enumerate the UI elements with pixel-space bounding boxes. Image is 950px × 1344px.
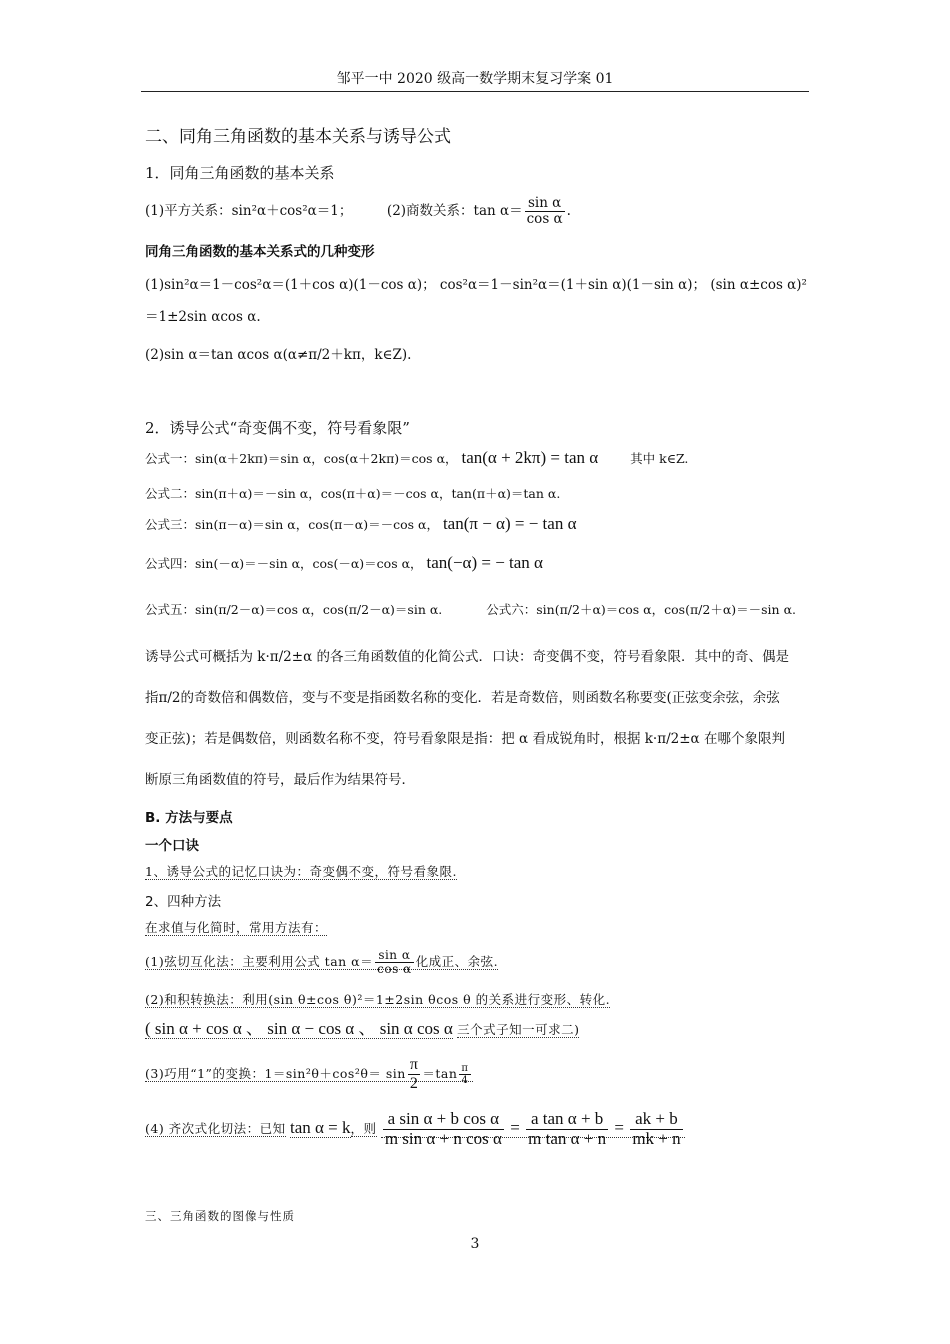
section-title: 二、同角三角函数的基本关系与诱导公式 (145, 127, 451, 147)
methods-title: B. 方法与要点 (145, 810, 233, 826)
formula-3: 公式三：sin(π－α)＝sin α，cos(π－α)＝－cos α， tan(π − α) = − tan α (145, 514, 577, 533)
formula-4-tan: tan(−α) = − tan α (426, 553, 543, 572)
formula-5-6 (145, 600, 796, 618)
variant-1b: ＝1±2sin αcos α. (145, 309, 261, 325)
variants-title: 同角三角函数的基本关系式的几种变形 (145, 244, 375, 260)
method-1-text: (1)弦切互化法：主要利用公式 tan α＝ $\frac{\text{sin α}}{\text{cos α}}$ 化成正、余弦. (145, 948, 499, 977)
subsection-1-title: 1．同角三角函数的基本关系 (145, 164, 335, 182)
page-number: 3 (470, 1236, 480, 1252)
formula-2: 公式二：sin(π＋α)＝－sin α，cos(π＋α)＝－cos α，tan(π＋α)＝tan α. (145, 486, 561, 501)
variant-1a: (1)sin²α＝1－cos²α＝(1＋cos α)(1－cos α)； cos²α＝1－sin²α＝(1＋sin α)(1－sin α)； (sin α±cos α)² (145, 277, 807, 293)
method-2-formula: ( sin α + cos α 、 sin α − cos α 、 sin α cos α 三个式子知一可求二) (145, 1019, 580, 1038)
formula-3-tan: tan(π − α) = − tan α (442, 514, 577, 533)
formula-5: 公式五：sin(π/2－α)＝cos α，cos(π/2－α)＝sin α. (145, 602, 443, 617)
formula-1-tan: tan(α + 2kπ) = tan α (461, 448, 599, 467)
methods-intro: 在求值与化简时，常用方法有： (145, 920, 328, 935)
quotient-relation-prefix: (2)商数关系：tan α＝ (386, 202, 523, 219)
four-methods-title: 2、四种方法 (145, 894, 222, 910)
method-1-fraction: $\frac{\text{sin α}}{\text{cos α}}$ (377, 948, 412, 977)
mnemonic-title: 一个口诀 (145, 838, 199, 854)
next-section-title: 三、三角函数的图像与性质 (145, 1209, 295, 1223)
method-2: (2)和积转换法：利用(sin θ±cos θ)²＝1±2sin θcos θ 的关系进行变形、转化. (145, 992, 611, 1007)
quotient-fraction: $\frac{\text{sin α}}{\text{cos α}}$ (526, 195, 563, 227)
method-4-condition: tan α = k (289, 1117, 351, 1137)
formula-4: 公式四：sin(－α)＝－sin α，cos(－α)＝cos α， tan(−α) = − tan α (145, 553, 543, 572)
variant-2: (2)sin α＝tan αcos α(α≠π/2＋kπ，k∈Z). (145, 347, 412, 363)
relation-line: (1)平方关系：sin²α＋cos²α＝1； (2)商数关系：tan α＝ $\frac{\text{sin α}}{\text{cos α}}$ . (145, 195, 571, 227)
method-4-chain: $\frac{\text{a sin α + b cos α}}{\text{m sin α + n cos α}}$ = $\frac{\text{a tan α + b}}{\text{m tan α + n}}$ = $\frac{ak + b}{mk + n}$ (381, 1121, 685, 1138)
pythagorean-relation: (1)平方关系：sin²α＋cos²α＝1； (145, 202, 353, 219)
method-1 (145, 949, 498, 976)
page-header: 邹平一中 2020 级高一数学期末复习学案 01 (141, 68, 809, 92)
mnemonic-line: 1、诱导公式的记忆口诀为：奇变偶不变，符号看象限. (145, 864, 457, 879)
formula-6: 公式六：sin(π/2＋α)＝cos α，cos(π/2＋α)＝－sin α. (486, 602, 796, 617)
subsection-2-title: 2．诱导公式“奇变偶不变，符号看象限” (145, 419, 410, 437)
induction-explanation: 诱导公式可概括为 k·π/2±α 的各三角函数值的化简公式．口诀：奇变偶不变，符号看象限．其中的奇、偶是 指π/2的奇数倍和偶数倍，变与不变是指函数名称的变化．若是奇数倍，则函数名称要变(正弦变余弦，余弦 变正弦)；若是偶数倍，则函数名称不变，符号看象限是指：把 α 看成锐角时，根据 k·π/2±α 在哪个象限判 断原三角函数值的符号，最后作为结果符号． (145, 649, 789, 788)
formula-1: 公式一：sin(α＋2kπ)＝sin α，cos(α＋2kπ)＝cos α， tan(α + 2kπ) = tan α 其中 k∈Z. (145, 448, 689, 467)
method-3: (3)巧用“1”的变换：1＝sin²θ＋cos²θ＝ sin $\frac{\pi}{2}$ ＝tan $\frac{\pi}{4}$ (145, 1056, 473, 1092)
method-4: (4) 齐次式化切法：已知 tan α = k，则 $\frac{\text{a sin α + b cos α}}{\text{m sin α + n cos α}}$ = $\frac{\text{a tan α + b}}{\text{m tan α + n}}$ = $\frac{ak + b}{mk + n}$ (145, 1110, 685, 1148)
